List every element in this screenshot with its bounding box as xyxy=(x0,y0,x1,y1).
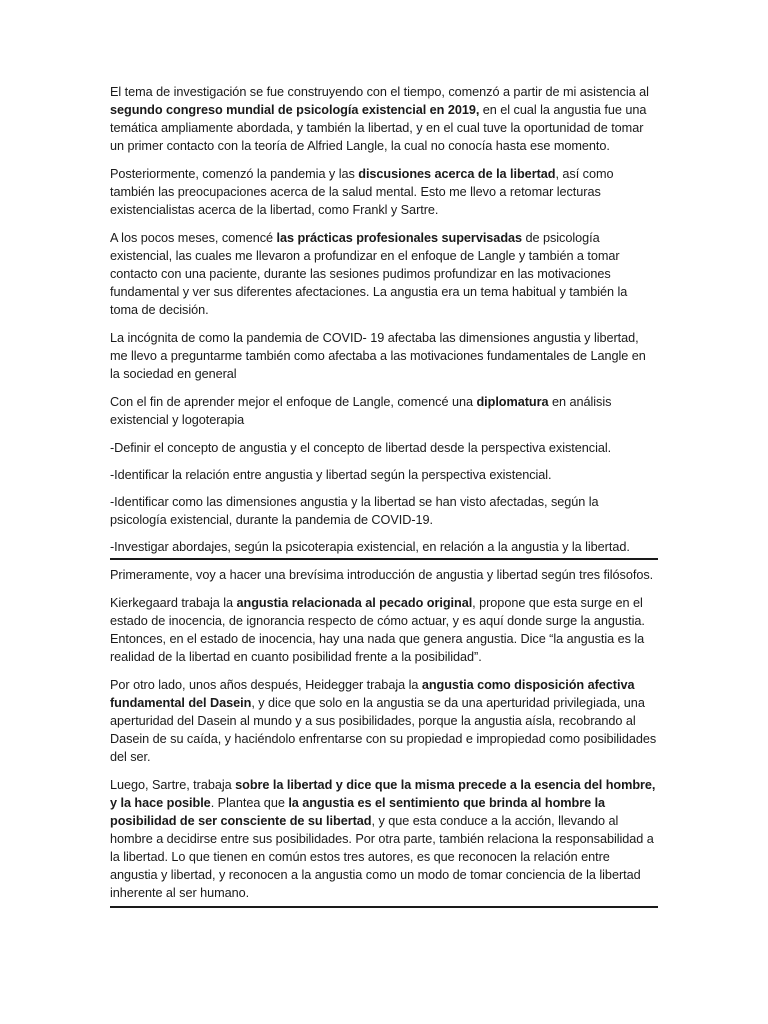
objective-item: -Definir el concepto de angustia y el concepto de libertad desde la perspectiva existencial. xyxy=(110,441,612,455)
paragraph: Luego, Sartre, trabaja sobre la libertad y dice que la misma precede a la esencia del hombre, y la hace posible. Plantea que la angustia es el sentimiento que brinda al hombre la posibilidad de ser consciente de su libertad, y que esta conduce a la acción, llevando al hombre a decidirse entre sus posibilidades. Por otra parte, también relaciona la responsabilidad a la libertad. Lo que tienen en común estos tres autores, es que reconocen la relación entre angustia y libertad, y reconocen a la angustia como un modo de tomar conciencia de la libertad inherente al ser humano. xyxy=(110,778,656,900)
objective-item: -Identificar la relación entre angustia y libertad según la perspectiva existencial. xyxy=(110,468,552,482)
document-body xyxy=(110,83,658,914)
paragraph: Posteriormente, comenzó la pandemia y las discusiones acerca de la libertad, así como también las preocupaciones acerca de la salud mental. Esto me llevo a retomar lecturas existencialistas acerca de la libertad, como Frankl y Sartre. xyxy=(110,167,614,217)
paragraph: El tema de investigación se fue construyendo con el tiempo, comenzó a partir de mi asistencia al segundo congreso mundial de psicología existencial en 2019, en el cual la angustia fue una temática ampliamente abordada, y también la libertad, y en el cual tuve la oportunidad de tomar un primer contacto con la teoría de Alfried Langle, la cual no conocía hasta ese momento. xyxy=(110,85,649,153)
paragraph: La incógnita de como la pandemia de COVID- 19 afectaba las dimensiones angustia y libertad, me llevo a preguntarme también como afectaba a las motivaciones fundamentales de Langle en la sociedad en general xyxy=(110,331,646,381)
paragraph: A los pocos meses, comencé las prácticas profesionales supervisadas de psicología existencial, las cuales me llevaron a profundizar en el enfoque de Langle y también a tomar contacto con una paciente, durante las sesiones pudimos profundizar en las motivaciones fundamental y ver sus diferentes afectaciones. La angustia era un tema habitual y también la toma de decisión. xyxy=(110,231,628,317)
objective-item: -Investigar abordajes, según la psicoterapia existencial, en relación a la angustia y la libertad. xyxy=(110,540,630,554)
paragraph: Por otro lado, unos años después, Heidegger trabaja la angustia como disposición afectiva fundamental del Dasein, y dice que solo en la angustia se da una aperturidad privilegiada, una aperturidad del Dasein al mundo y a sus posibilidades, porque la angustia aísla, recobrando al Dasein de su caída, y haciéndolo enfrentarse con su propiedad e impropiedad como posibilidades del ser. xyxy=(110,678,657,764)
paragraph: Kierkegaard trabaja la angustia relacionada al pecado original, propone que esta surge en el estado de inocencia, de ignorancia respecto de cómo actuar, y es aquí donde surge la angustia. Entonces, en el estado de inocencia, hay una nada que genera angustia. Dice “la angustia es la realidad de la libertad en cuanto posibilidad frente a la posibilidad”. xyxy=(110,596,645,664)
paragraph: Con el fin de aprender mejor el enfoque de Langle, comencé una diplomatura en análisis existencial y logoterapia xyxy=(110,395,612,427)
section-divider xyxy=(110,906,658,908)
paragraph: Primeramente, voy a hacer una brevísima introducción de angustia y libertad según tres filósofos. xyxy=(110,568,654,582)
objective-item: -Identificar como las dimensiones angustia y la libertad se han visto afectadas, según la psicología existencial, durante la pandemia de COVID-19. xyxy=(110,495,599,527)
section-divider xyxy=(110,558,658,560)
